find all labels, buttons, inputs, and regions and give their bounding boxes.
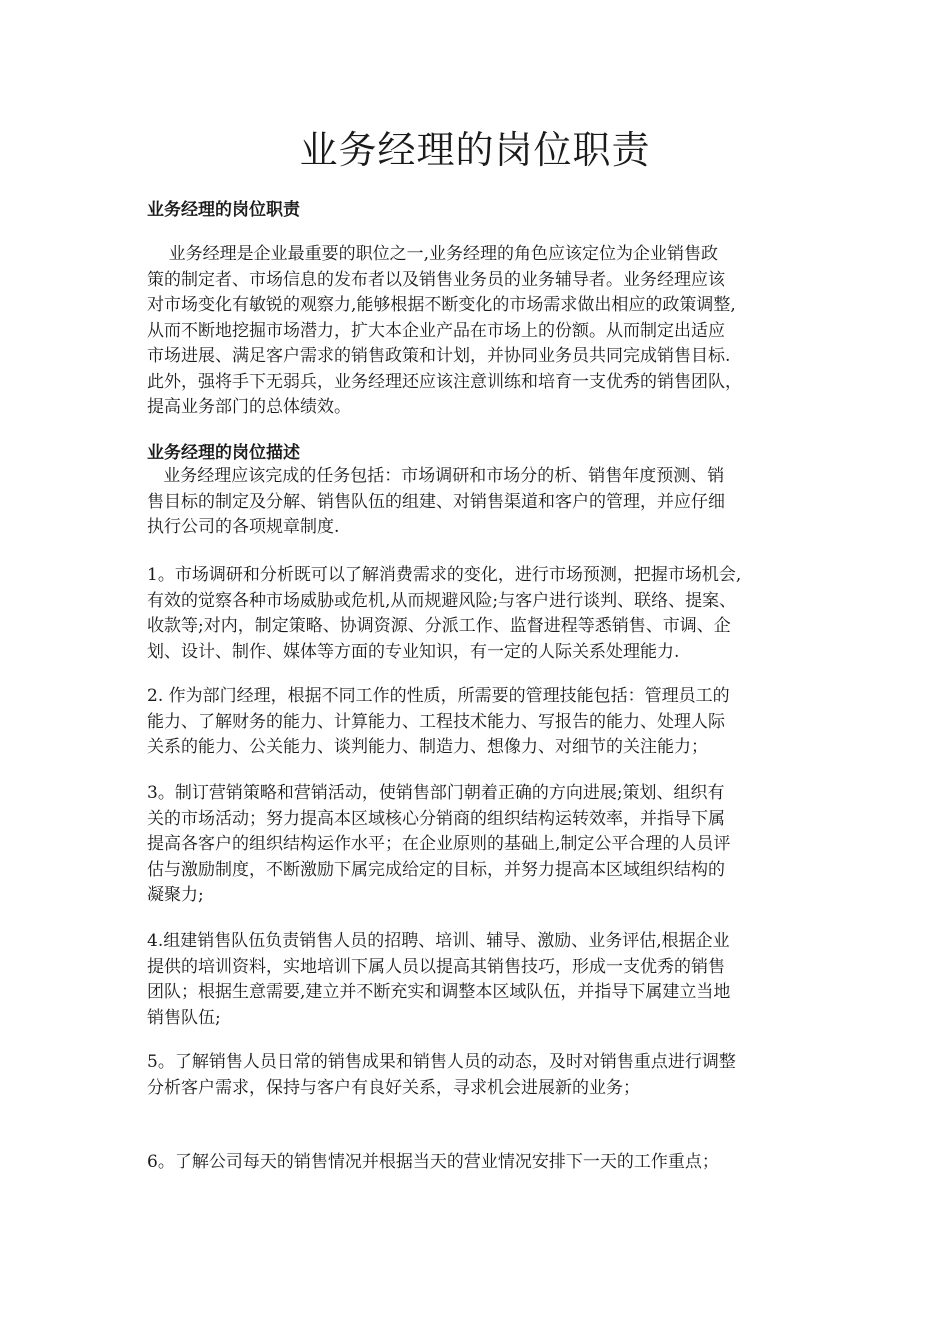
text-line: 提高业务部门的总体绩效。 [147,397,351,417]
document-title: 业务经理的岗位职责 [299,128,651,172]
text-line: 业务经理应该完成的任务包括：市场调研和市场分的析、销售年度预测、销 [147,466,725,486]
text-line: 凝聚力; [147,885,204,905]
text-line: 1。市场调研和分析既可以了解消费需求的变化，进行市场预测，把握市场机会, [147,565,742,585]
duties-paragraph [147,242,817,421]
text-line: 关的市场活动；努力提高本区域核心分销商的组织结构运转效率，并指导下属 [147,808,725,829]
text-line: 收款等;对内，制定策略、协调资源、分派工作、监督进程等悉销售、市调、企 [147,616,731,636]
text-line: 售目标的制定及分解、销售队伍的组建、对销售渠道和客户的管理，并应仔细 [147,491,725,512]
text-line: 此外，强将手下无弱兵，业务经理还应该注意训练和培育一支优秀的销售团队， [147,371,742,392]
text-line: 策的制定者、市场信息的发布者以及销售业务员的业务辅导者。业务经理应该 [147,269,725,290]
text-line: 划、设计、制作、媒体等方面的专业知识，有一定的人际关系处理能力. [147,641,680,662]
text-line: 关系的能力、公关能力、谈判能力、制造力、想像力、对细节的关注能力； [147,737,708,757]
list-item-4 [147,929,817,1031]
section-heading-duties: 业务经理的岗位职责 [147,200,300,220]
text-line: 能力、了解财务的能力、计算能力、工程技术能力、写报告的能力、处理人际 [147,711,725,732]
text-line: 业务经理是企业最重要的职位之一,业务经理的角色应该定位为企业销售政 [147,244,719,264]
text-line: 3。制订营销策略和营销活动，使销售部门朝着正确的方向进展;策划、组织有 [147,783,725,803]
text-line: 估与激励制度，不断激励下属完成给定的目标，并努力提高本区域组织结构的 [147,859,725,880]
text-line: 提供的培训资料，实地培训下属人员以提高其销售技巧，形成一支优秀的销售 [147,956,725,977]
text-line: 销售队伍; [147,1007,221,1028]
section-heading-description: 业务经理的岗位描述 [147,443,300,463]
list-item-1 [147,563,817,665]
text-line: 有效的觉察各种市场威胁或危机,从而规避风险;与客户进行谈判、联络、提案、 [147,590,737,611]
list-item-2 [147,684,817,761]
list-item-6 [147,1150,817,1176]
text-line: 市场进展、满足客户需求的销售政策和计划，并协同业务员共同完成销售目标. [147,346,731,366]
text-line: 团队；根据生意需要,建立并不断充实和调整本区域队伍，并指导下属建立当地 [147,982,731,1002]
description-paragraph [147,464,817,541]
text-line: 从而不断地挖掘市场潜力，扩大本企业产品在市场上的份额。从而制定出适应 [147,320,725,341]
text-line: 执行公司的各项规章制度. [147,517,340,537]
list-item-5 [147,1050,817,1101]
text-line: 对市场变化有敏锐的观察力,能够根据不断变化的市场需求做出相应的政策调整, [147,295,736,315]
text-line: 5。了解销售人员日常的销售成果和销售人员的动态，及时对销售重点进行调整 [147,1052,736,1072]
text-line: 提高各客户的组织结构运作水平；在企业原则的基础上,制定公平合理的人员评 [147,834,731,854]
text-line: 2. 作为部门经理，根据不同工作的性质，所需要的管理技能包括：管理员工的 [147,686,730,706]
text-line: 6。了解公司每天的销售情况并根据当天的营业情况安排下一天的工作重点； [147,1152,719,1172]
list-item-3 [147,781,817,909]
text-line: 分析客户需求，保持与客户有良好关系，寻求机会进展新的业务； [147,1077,640,1098]
text-line: 4.组建销售队伍负责销售人员的招聘、培训、辅导、激励、业务评估,根据企业 [147,931,730,951]
